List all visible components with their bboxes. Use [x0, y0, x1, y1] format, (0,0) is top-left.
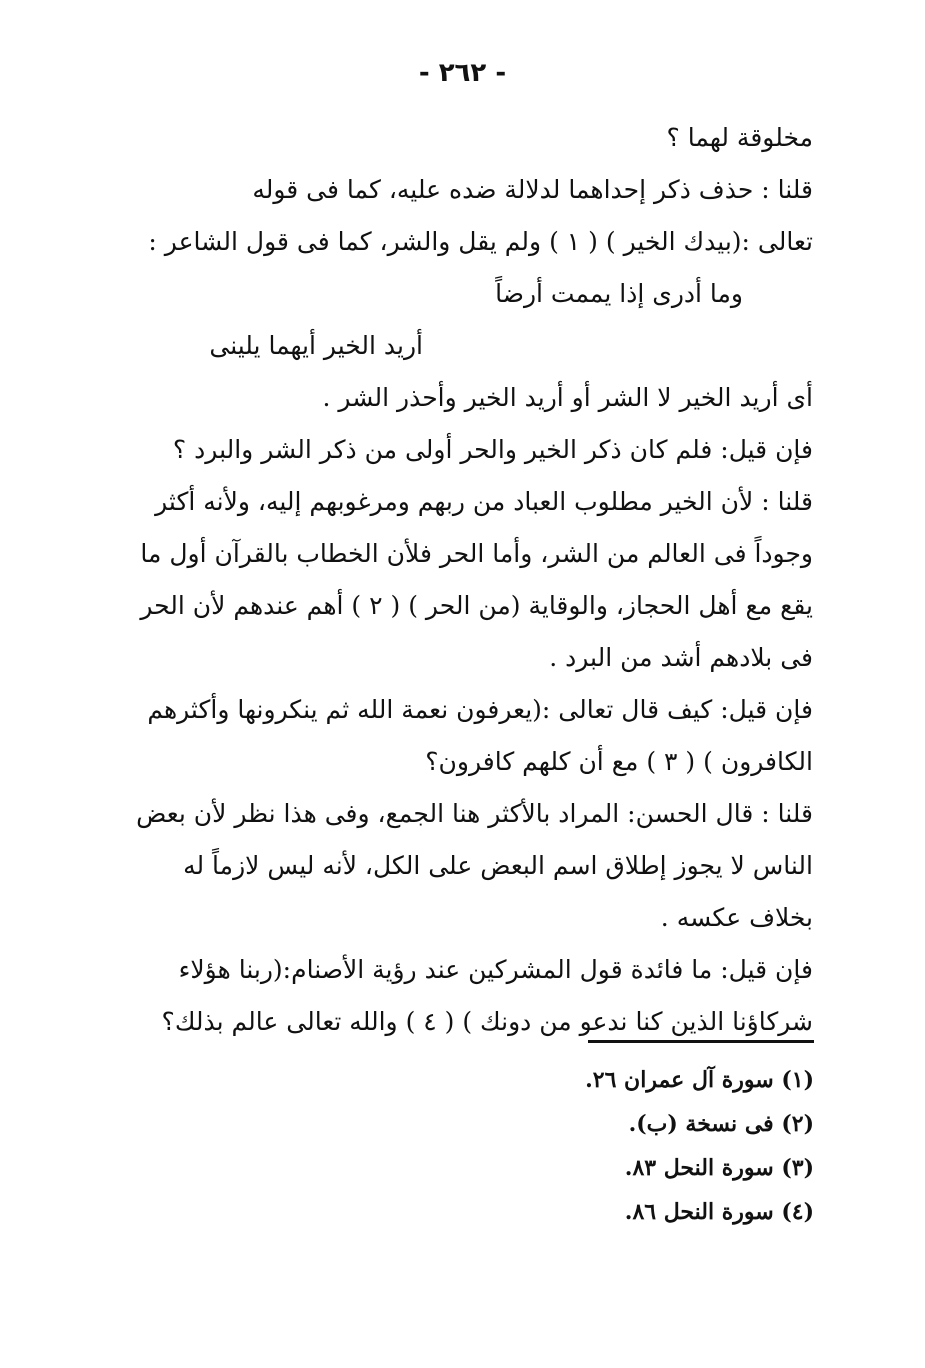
text-line: أى أريد الخير لا الشر أو أريد الخير وأحذر الشر .: [322, 383, 813, 412]
text-line: تعالى :(بيدك الخير ) ( ١ ) ولم يقل والشر، كما فى قول الشاعر :: [148, 227, 813, 256]
text-line: يقع مع أهل الحجاز، والوقاية (من الحر ) ( ٢ ) أهم عندهم لأن الحر: [140, 591, 813, 620]
text-line: فى بلادهم أشد من البرد .: [549, 643, 813, 672]
text-line: بخلاف عكسه .: [660, 903, 813, 932]
question-line: فإن قيل: كيف قال تعالى :(يعرفون نعمة الله ثم ينكرونها وأكثرهم: [147, 695, 813, 724]
text-line: قلنا : حذف ذكر إحداهما لدلالة ضده عليه، كما فى قوله: [252, 175, 813, 204]
page-number: - ٢٦٢ -: [418, 58, 507, 88]
text-line: وجوداً فى العالم من الشر، وأما الحر فلأن الخطاب بالقرآن أول ما: [140, 539, 813, 568]
poem-verse-1: وما أدرى إذا يممت أرضاً: [495, 279, 743, 308]
answer-line: قلنا : قال الحسن: المراد بالأكثر هنا الجمع، وفى هذا نظر لأن بعض: [136, 799, 813, 828]
footnote: (٣) سورة النحل ٨٣.: [624, 1155, 814, 1181]
text-line: مخلوقة لهما ؟: [666, 123, 813, 152]
footnotes: [560, 1058, 814, 1234]
poem-verse-2: أريد الخير أيهما يلينى: [209, 331, 423, 360]
footnote-divider: [588, 1040, 814, 1043]
main-text: [108, 112, 813, 1048]
footnote: (١) سورة آل عمران ٢٦.: [585, 1067, 814, 1093]
text-line: الناس لا يجوز إطلاق اسم البعض على الكل، لأنه ليس لازماً له: [183, 851, 813, 880]
question-line: فإن قيل: فلم كان ذكر الخير والحر أولى من ذكر الشر والبرد ؟: [172, 435, 813, 464]
footnote: (٤) سورة النحل ٨٦.: [624, 1199, 814, 1225]
text-line: الكافرون ) ( ٣ ) مع أن كلهم كافرون؟: [425, 747, 813, 776]
question-line: فإن قيل: ما فائدة قول المشركين عند رؤية الأصنام:(ربنا هؤلاء: [178, 955, 813, 984]
text-line: شركاؤنا الذين كنا ندعو من دونك ) ( ٤ ) والله تعالى عالم بذلك؟: [161, 1007, 813, 1036]
answer-line: قلنا : لأن الخير مطلوب العباد من ربهم ومرغوبهم إليه، ولأنه أكثر: [155, 487, 813, 516]
footnote: (٢) فى نسخة (ب).: [628, 1111, 814, 1137]
